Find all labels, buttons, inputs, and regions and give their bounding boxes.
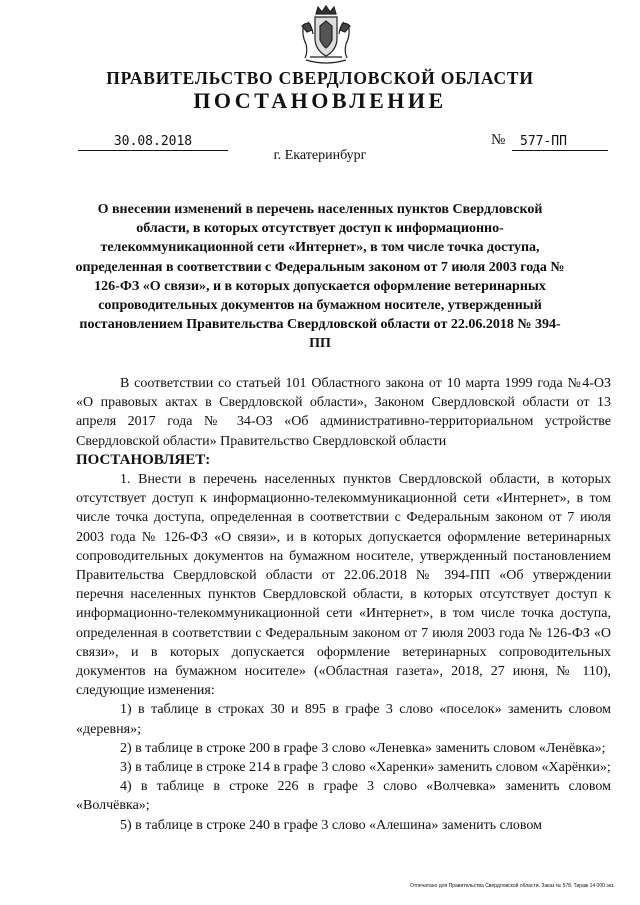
organization-name: ПРАВИТЕЛЬСТВО СВЕРДЛОВСКОЙ ОБЛАСТИ bbox=[106, 68, 534, 88]
number-sign: № bbox=[491, 132, 506, 148]
list-item: 5) в таблице в строке 240 в графе 3 слово «Алешина» заменить словом bbox=[120, 817, 542, 833]
document-body bbox=[76, 374, 611, 835]
document-type: ПОСТАНОВЛЕНИЕ bbox=[193, 88, 447, 113]
list-item: 4) в таблице в строке 226 в графе 3 слово «Волчевка» заменить словом «Волчёвка»; bbox=[76, 779, 611, 814]
document-date: 30.08.2018 bbox=[78, 134, 228, 151]
paragraph-1: 1. Внести в перечень населенных пунктов Свердловской области, в которых отсутствует доступ к информационно-телекоммуникационной сети «Интернет», в том числе точка доступа, определенная в соответствии с Федеральным законом от 7 июля 2003 года № 126-ФЗ «О связи», и в которых допускается оформление ветеринарных сопроводительных документов на бумажном носителе, утвержденный постановлением Правительства Свердловской области от 22.06.2018 № 394-ПП «Об утверждении перечня населенных пунктов Свердловской области, в которых отсутствует доступ к информационно-телекоммуникационной сети «Интернет», в том числе точка доступа, определенная в соответствии с Федеральным законом от 7 июля 2003 года № 126-ФЗ «О связи», и в которых допускается оформление ветеринарных сопроводительных документов на бумажном носителе» («Областная газета», 2018, 27 июня, № 110), следующие изменения: bbox=[76, 472, 611, 699]
print-footer: Отпечатано для Правительства Свердловской области. Заказ № 578. Тираж 14 000 экз. bbox=[410, 883, 615, 889]
preamble-paragraph: В соответствии со статьей 101 Областного закона от 10 марта 1999 года №4-ОЗ «О правовых актах в Свердловской области», Законом Свердловской области от 13 апреля 2017 года № 34-ОЗ «Об административно-территориальном устройстве Свердловской области» Правительство Свердловской области bbox=[76, 376, 611, 449]
document-number: 577-ПП bbox=[512, 134, 608, 151]
list-item: 1) в таблице в строках 30 и 895 в графе 3 слово «поселок» заменить словом «деревня»; bbox=[76, 702, 611, 737]
list-item: 3) в таблице в строке 214 в графе 3 слово «Харенки» заменить словом «Харёнки»; bbox=[120, 760, 611, 776]
city: г. Екатеринбург bbox=[273, 148, 367, 163]
document-title: О внесении изменений в перечень населенных пунктов Свердловской области, в которых отсутствует доступ к информационно-телекоммуникационной сети «Интернет», в том числе точка доступа, определенная в соответствии с Федеральным законом от 7 июля 2003 года № 126-ФЗ «О связи», и в которых допускается оформление ветеринарных сопроводительных документов на бумажном носителе, утвержденный постановлением Правительства Свердловской области от 22.06.2018 № 394-ПП bbox=[75, 202, 565, 352]
coat-of-arms-icon bbox=[298, 4, 354, 66]
decree-heading: ПОСТАНОВЛЯЕТ: bbox=[76, 451, 211, 468]
list-item: 2) в таблице в строке 200 в графе 3 слово «Леневка» заменить словом «Ленёвка»; bbox=[120, 740, 606, 756]
